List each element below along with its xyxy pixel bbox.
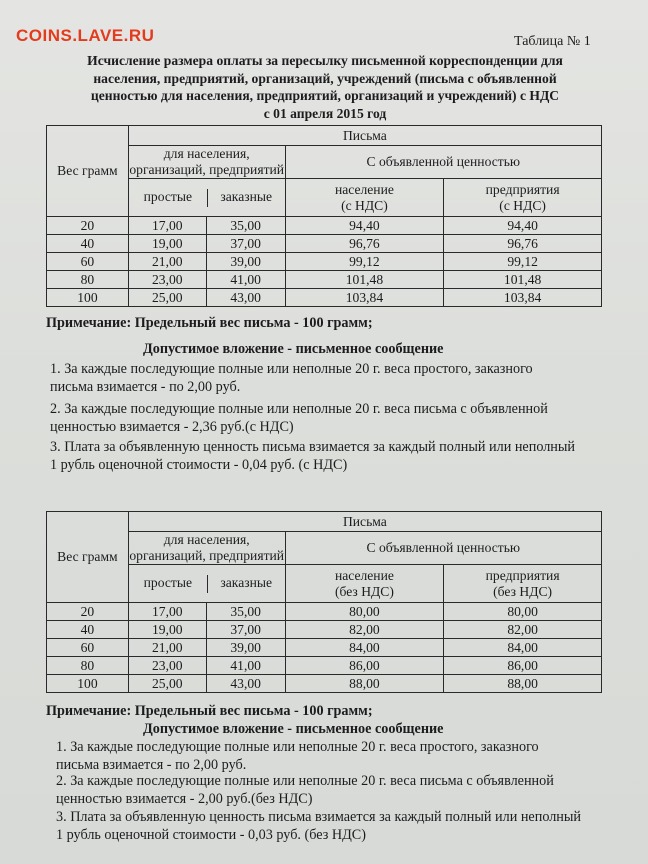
note-1-item-2-line-1: 2. За каждые последующие полные или неполные 20 г. веса письма с объявленной (50, 401, 548, 417)
table-cell: 84,00 (285, 639, 444, 657)
table-cell: 80 (47, 271, 129, 289)
note-2-subheading: Допустимое вложение - письменное сообщение (143, 721, 444, 737)
header-population-orgs-line-2: организаций, предприятий (129, 162, 285, 177)
header-population-novat-line-2: (без НДС) (334, 583, 394, 599)
header-enterprise-vat (444, 179, 602, 217)
note-2-item-2 (56, 772, 616, 808)
note-1-item-1-line-1: 1. За каждые последующие полные или неполные 20 г. веса простого, заказного (50, 361, 533, 377)
table-cell: 19,00 (128, 235, 206, 253)
header-population-vat-line-2: (с НДС) (341, 197, 388, 213)
table-cell: 43,00 (206, 289, 285, 307)
table-cell: 23,00 (128, 657, 206, 675)
header-weight: Вес грамм (47, 512, 129, 603)
header-enterprise-novat-line-2: (без НДС) (493, 583, 553, 599)
table-cell: 99,12 (444, 253, 602, 271)
title-line-1: Исчисление размера оплаты за пересылку письменной корреспонденции для (87, 53, 563, 68)
site-watermark: COINS.LAVE.RU (16, 26, 155, 45)
note-2-item-3-line-1: 3. Плата за объявленную ценность письма взимается за каждый полный или неполный (56, 809, 582, 825)
table-row (47, 217, 602, 235)
rates-table-without-vat (46, 511, 602, 693)
header-population-orgs (128, 532, 285, 565)
header-declared-value: С объявленной ценностью (285, 532, 601, 565)
table-cell: 35,00 (206, 217, 285, 235)
table-cell: 17,00 (128, 603, 206, 621)
table-row (47, 235, 602, 253)
table-row (47, 253, 602, 271)
note-1-item-3-line-1: 3. Плата за объявленную ценность письма взимается за каждый полный или неполный (50, 439, 576, 455)
document-title (40, 52, 610, 122)
header-population-novat-line-1: население (334, 567, 394, 583)
table-cell: 103,84 (285, 289, 444, 307)
table-cell: 21,00 (128, 639, 206, 657)
table-cell: 94,40 (285, 217, 444, 235)
header-population-orgs-line-1: для населения, (163, 146, 250, 161)
note-1-subheading: Допустимое вложение - письменное сообщение (143, 341, 444, 357)
table-cell: 60 (47, 639, 129, 657)
header-enterprise-novat-line-1: предприятия (485, 567, 560, 583)
header-population-orgs (128, 146, 285, 179)
title-line-3: ценностью для населения, предприятий, организаций и учреждений) с НДС (90, 88, 560, 103)
table-cell: 25,00 (128, 289, 206, 307)
header-declared-value: С объявленной ценностью (285, 146, 601, 179)
title-line-2: населения, предприятий, организаций, учреждений (письма с объявленной (93, 70, 557, 86)
table-cell: 40 (47, 621, 129, 639)
note-2-item-3 (56, 808, 616, 844)
header-subtypes-row (128, 179, 285, 217)
table-cell: 86,00 (444, 657, 602, 675)
table-number: Таблица № 1 (514, 34, 591, 49)
note-1-item-3 (50, 438, 610, 474)
note-2-heading: Примечание: Предельный вес письма - 100 грамм; (46, 703, 373, 719)
header-registered: заказные (220, 574, 273, 590)
table-cell: 80 (47, 657, 129, 675)
note-1-item-1 (50, 360, 610, 396)
table-cell: 25,00 (128, 675, 206, 693)
note-2-item-1 (56, 738, 616, 774)
table-cell: 88,00 (285, 675, 444, 693)
table-cell: 100 (47, 675, 129, 693)
table-cell: 41,00 (206, 271, 285, 289)
table-cell: 94,40 (444, 217, 602, 235)
table-cell: 101,48 (444, 271, 602, 289)
header-population-novat (285, 565, 444, 603)
table-cell: 17,00 (128, 217, 206, 235)
table-cell: 88,00 (444, 675, 602, 693)
note-1-item-1-line-2: письма взимается - по 2,00 руб. (50, 379, 241, 395)
header-population-orgs-line-2: организаций, предприятий (129, 548, 285, 563)
header-simple: простые (129, 575, 208, 593)
table-cell: 100 (47, 289, 129, 307)
table-cell: 80,00 (444, 603, 602, 621)
table-cell: 20 (47, 603, 129, 621)
header-subtypes-row (128, 565, 285, 603)
table-cell: 37,00 (206, 235, 285, 253)
note-1-item-3-line-2: 1 рубль оценочной стоимости - 0,04 руб. (с НДС) (50, 457, 348, 473)
header-enterprise-vat-line-1: предприятия (485, 181, 560, 197)
table-cell: 21,00 (128, 253, 206, 271)
table-cell: 99,12 (285, 253, 444, 271)
header-simple: простые (129, 189, 208, 207)
table-cell: 96,76 (285, 235, 444, 253)
note-2-item-1-line-2: письма взимается - по 2,00 руб. (56, 757, 247, 773)
header-enterprise-vat-line-2: (с НДС) (499, 197, 546, 213)
header-population-vat-line-1: население (334, 181, 394, 197)
note-2-item-1-line-1: 1. За каждые последующие полные или неполные 20 г. веса простого, заказного (56, 739, 539, 755)
header-enterprise-novat (444, 565, 602, 603)
table-row (47, 657, 602, 675)
header-population-vat (285, 179, 444, 217)
table-cell: 37,00 (206, 621, 285, 639)
header-letters: Письма (128, 126, 601, 146)
table-row (47, 271, 602, 289)
table-cell: 103,84 (444, 289, 602, 307)
note-1-heading: Примечание: Предельный вес письма - 100 грамм; (46, 315, 373, 331)
table-row (47, 621, 602, 639)
table-cell: 41,00 (206, 657, 285, 675)
table-cell: 86,00 (285, 657, 444, 675)
table-row (47, 675, 602, 693)
note-2-item-3-line-2: 1 рубль оценочной стоимости - 0,03 руб. (без НДС) (56, 827, 366, 843)
table-row (47, 639, 602, 657)
rates-table-with-vat (46, 125, 602, 307)
table-row (47, 289, 602, 307)
note-2-item-2-line-1: 2. За каждые последующие полные или неполные 20 г. веса письма с объявленной (56, 773, 554, 789)
table-cell: 35,00 (206, 603, 285, 621)
title-line-4: с 01 апреля 2015 год (263, 105, 387, 121)
table-cell: 60 (47, 253, 129, 271)
table-cell: 40 (47, 235, 129, 253)
header-weight: Вес грамм (47, 126, 129, 217)
note-1-item-2-line-2: ценностью взимается - 2,36 руб.(с НДС) (50, 419, 294, 435)
table-cell: 101,48 (285, 271, 444, 289)
table-cell: 39,00 (206, 639, 285, 657)
table-cell: 96,76 (444, 235, 602, 253)
table-cell: 84,00 (444, 639, 602, 657)
header-registered: заказные (220, 188, 273, 204)
table-row (47, 603, 602, 621)
table-cell: 20 (47, 217, 129, 235)
table-cell: 39,00 (206, 253, 285, 271)
table-cell: 23,00 (128, 271, 206, 289)
table-cell: 43,00 (206, 675, 285, 693)
note-2-item-2-line-2: ценностью взимается - 2,00 руб.(без НДС) (56, 791, 313, 807)
table-cell: 82,00 (444, 621, 602, 639)
table-cell: 80,00 (285, 603, 444, 621)
note-1-item-2 (50, 400, 610, 436)
table-cell: 82,00 (285, 621, 444, 639)
header-letters: Письма (128, 512, 601, 532)
header-population-orgs-line-1: для населения, (163, 532, 250, 547)
table-cell: 19,00 (128, 621, 206, 639)
